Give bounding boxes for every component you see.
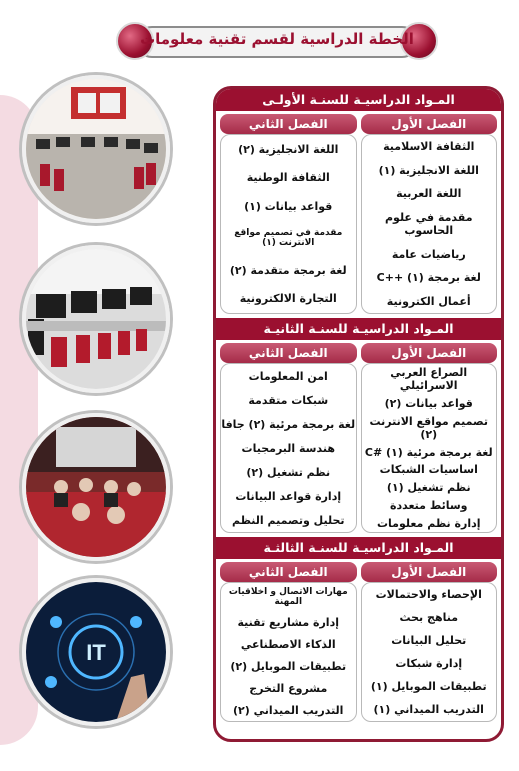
course-item: مهارات الاتصال و اخلاقيات المهنة	[228, 587, 348, 608]
course-item: الثقافة الاسلامية	[383, 140, 475, 154]
course-item: اللغة الانجليزية (١)	[378, 163, 479, 177]
year-1-courses	[216, 134, 501, 318]
year-1-semester-1-list	[361, 134, 498, 314]
course-item: لغة برمجة مرئية (١) #C	[364, 445, 493, 459]
title-banner	[116, 22, 438, 58]
course-item: نظم تشغيل (١)	[386, 481, 471, 495]
course-item: تحليل البيانات	[391, 634, 467, 647]
year-1-semester-headers	[216, 111, 501, 134]
technology-hand-photo	[22, 578, 170, 726]
year-2-semester-2-list	[220, 363, 357, 533]
course-item: التجارة الالكترونية	[239, 292, 337, 306]
semester-2-label: الفصل الثاني	[220, 114, 357, 134]
semester-1-label: الفصل الأول	[361, 562, 498, 582]
year-3-courses	[216, 582, 501, 726]
course-item: تطبيقات الموبايل (٢)	[230, 659, 347, 673]
course-item: أعمال الكترونية	[386, 294, 471, 308]
semester-2-label: الفصل الثاني	[220, 562, 357, 582]
computer-lab-photo-2	[22, 245, 170, 393]
course-item: الثقافة الوطنية	[246, 171, 330, 185]
course-item: التدريب الميداني (١)	[373, 703, 484, 716]
course-item: الصراع العربي الاسرائيلي	[390, 366, 468, 393]
course-item: إدارة مشاريع تقنية	[237, 616, 339, 630]
course-item: تطبيقات الموبايل (١)	[370, 680, 487, 693]
course-item: تصميم مواقع الانترنت (٢)	[369, 414, 488, 441]
course-item: مقدمة في تصميم مواقع الانترنت (١)	[234, 228, 343, 249]
course-item: لغة برمجة مرئية (٢) جافا	[221, 417, 356, 431]
course-item: مناهج بحث	[399, 611, 459, 624]
semester-1-label: الفصل الأول	[361, 114, 498, 134]
svg-text:IT: IT	[86, 640, 106, 665]
year-3-header: المـواد الدراسيـة للسنـة الثالثـة	[216, 537, 501, 559]
course-item: نظم تشغيل (٢)	[246, 465, 331, 479]
course-item: التدريب الميداني (٢)	[233, 703, 344, 717]
page-title: الخطة الدراسية لقسم تقنية معلومات	[140, 30, 414, 48]
course-item: قواعد بيانات (١)	[244, 199, 333, 213]
year-2-semester-1-list	[361, 363, 498, 533]
year-3-semester-1-list	[361, 582, 498, 722]
year-1-header: المـواد الدراسيـة للسنـة الأولـى	[216, 89, 501, 111]
course-item: لغة برمجة (١) ++C	[376, 271, 481, 285]
semester-2-label: الفصل الثاني	[220, 343, 357, 363]
semester-1-label: الفصل الأول	[361, 343, 498, 363]
course-item: قواعد بيانات (٢)	[384, 397, 473, 411]
course-item: اللغة العربية	[396, 187, 462, 201]
course-item: تحليل وتصميم النظم	[231, 513, 345, 527]
year-3-semester-headers	[216, 559, 501, 582]
curriculum-card	[213, 86, 504, 742]
course-item: هندسة البرمجيات	[241, 441, 335, 455]
year-3-semester-2-list	[220, 582, 357, 722]
course-item: الذكاء الاصطناعي	[240, 638, 336, 652]
course-item: مشروع التخرج	[249, 681, 328, 695]
year-2-semester-headers	[216, 340, 501, 363]
course-item: اللغة الانجليزية (٢)	[238, 142, 339, 156]
year-1-semester-2-list	[220, 134, 357, 314]
lecture-hall-photo	[22, 413, 170, 561]
course-item: إدارة قواعد البيانات	[235, 489, 342, 503]
course-item: اساسيات الشبكات	[379, 463, 478, 477]
year-2-courses	[216, 363, 501, 537]
course-item: شبكات متقدمة	[248, 393, 329, 407]
course-item: رياضيات عامة	[391, 247, 466, 261]
course-item: وسائط متعددة	[389, 498, 468, 512]
course-item: امن المعلومات	[248, 369, 328, 383]
course-item: إدارة شبكات	[395, 657, 463, 670]
course-item: إدارة نظم معلومات	[376, 516, 481, 530]
course-item: لغة برمجة متقدمة (٢)	[229, 263, 347, 277]
computer-lab-photo	[22, 75, 170, 223]
course-item: الإحصاء والاحتمالات	[375, 588, 482, 601]
year-2-header: المـواد الدراسيـة للسنـة الثانيـة	[216, 318, 501, 340]
course-item: مقدمة في علوم الحاسوب	[384, 210, 473, 237]
